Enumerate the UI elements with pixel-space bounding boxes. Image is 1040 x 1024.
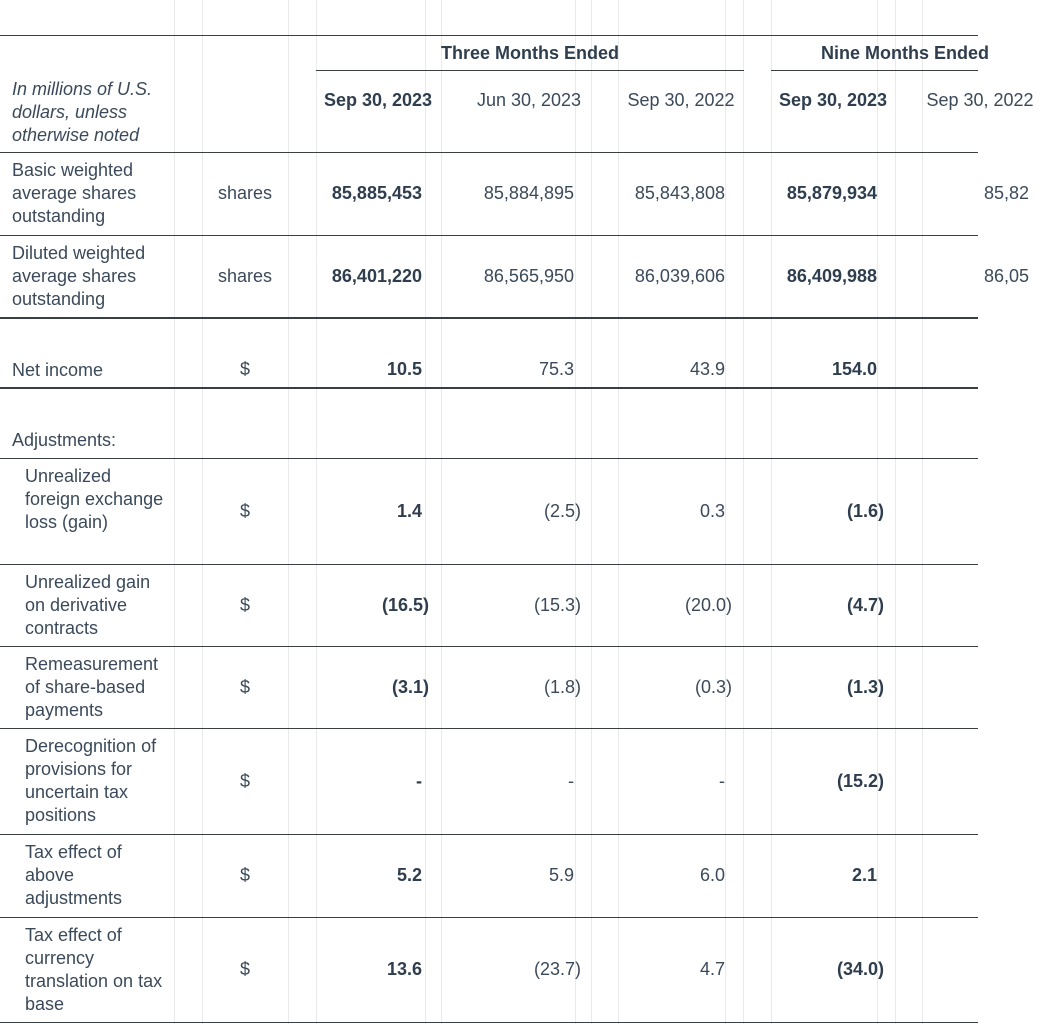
header-top-rule xyxy=(0,35,978,36)
row-unit: $ xyxy=(239,676,250,697)
row-value: (23.7) xyxy=(533,959,581,979)
row-unit: $ xyxy=(239,959,250,979)
row-value: 86,401,220 xyxy=(331,265,422,286)
column-header: Sep 30, 2023 xyxy=(323,90,433,110)
column-header: Sep 30, 2022 xyxy=(627,90,735,110)
row-value: 2.1 xyxy=(851,865,877,885)
row-value: 13.6 xyxy=(386,959,422,979)
row-value: (1.6) xyxy=(846,500,884,521)
row-value: (3.1) xyxy=(391,676,429,697)
row-value: 43.9 xyxy=(689,359,725,379)
row-value: 86,409,988 xyxy=(786,265,877,286)
column-header: Sep 30, 2023 xyxy=(778,90,888,110)
row-value: 5.9 xyxy=(548,865,574,885)
row-rule xyxy=(0,1022,978,1023)
row-rule xyxy=(0,728,978,729)
row-unit: shares xyxy=(217,183,273,203)
row-value: 85,82 xyxy=(983,183,1029,203)
column-guide xyxy=(174,0,175,1024)
row-value: 10.5 xyxy=(386,359,422,379)
row-value: - xyxy=(416,770,422,791)
row-value: 85,879,934 xyxy=(786,183,877,203)
column-guide xyxy=(725,0,726,1024)
row-value: (34.0) xyxy=(836,959,884,979)
row-value: (20.0) xyxy=(684,594,732,615)
row-unit: $ xyxy=(239,770,250,791)
row-value: 85,885,453 xyxy=(331,183,422,203)
group-header-nine-months: Nine Months Ended xyxy=(821,43,989,63)
row-rule xyxy=(0,388,978,389)
row-value: (1.8) xyxy=(543,676,581,697)
row-rule xyxy=(0,564,978,565)
row-label: Adjustments: xyxy=(12,430,117,450)
row-value: (15.2) xyxy=(836,770,884,791)
group-rule-nine xyxy=(771,70,978,71)
row-value: (16.5) xyxy=(381,594,429,615)
group-header-three-months: Three Months Ended xyxy=(440,43,619,63)
row-value: 5.2 xyxy=(396,865,422,885)
row-unit: $ xyxy=(239,594,250,615)
row-value: 86,565,950 xyxy=(483,265,574,286)
row-unit: shares xyxy=(217,265,273,286)
row-label: Basic weighted average shares outstanding xyxy=(12,160,137,226)
row-value: (15.3) xyxy=(533,594,581,615)
row-value: - xyxy=(719,770,725,791)
row-value: (4.7) xyxy=(846,594,884,615)
column-guide xyxy=(895,0,896,1024)
row-rule xyxy=(0,235,978,236)
row-label: Unrealized foreign exchange loss (gain) xyxy=(25,466,164,532)
column-header: Jun 30, 2023 xyxy=(476,90,582,110)
row-rule xyxy=(0,834,978,835)
row-label: Derecognition of provisions for uncertain tax positions xyxy=(25,736,157,825)
row-value: (0.3) xyxy=(694,676,732,697)
row-label: Net income xyxy=(12,360,104,380)
row-label: Remeasurement of share-based payments xyxy=(25,654,159,720)
row-value: (1.3) xyxy=(846,676,884,697)
row-rule xyxy=(0,318,978,319)
row-label: Unrealized gain on derivative contracts xyxy=(25,572,151,638)
unit-note: In millions of U.S. dollars, unless otherwise noted xyxy=(12,79,153,145)
row-value: 4.7 xyxy=(699,959,725,979)
row-value: 0.3 xyxy=(699,500,725,521)
row-rule xyxy=(0,917,978,918)
row-rule xyxy=(0,458,978,459)
row-unit: $ xyxy=(239,500,250,521)
row-value: 75.3 xyxy=(538,359,574,379)
row-label: Diluted weighted average shares outstanding xyxy=(12,243,146,309)
header-bottom-rule xyxy=(0,152,978,153)
row-value: 85,884,895 xyxy=(483,183,574,203)
row-value: 154.0 xyxy=(831,359,877,379)
row-value: 86,05 xyxy=(983,265,1029,286)
group-rule-three xyxy=(316,70,744,71)
row-value: 1.4 xyxy=(396,500,422,521)
row-rule xyxy=(0,646,978,647)
row-unit: $ xyxy=(239,865,250,885)
row-value: 85,843,808 xyxy=(634,183,725,203)
row-label: Tax effect of above adjustments xyxy=(25,842,123,908)
row-label: Tax effect of currency translation on tax base xyxy=(25,925,163,1014)
row-unit: $ xyxy=(239,359,250,379)
column-guide xyxy=(922,0,923,1024)
row-value: (2.5) xyxy=(543,500,581,521)
row-value: 6.0 xyxy=(699,865,725,885)
column-header: Sep 30, 2022 xyxy=(926,90,1034,110)
row-value: 86,039,606 xyxy=(634,265,725,286)
row-value: - xyxy=(568,770,574,791)
column-guide xyxy=(425,0,426,1024)
